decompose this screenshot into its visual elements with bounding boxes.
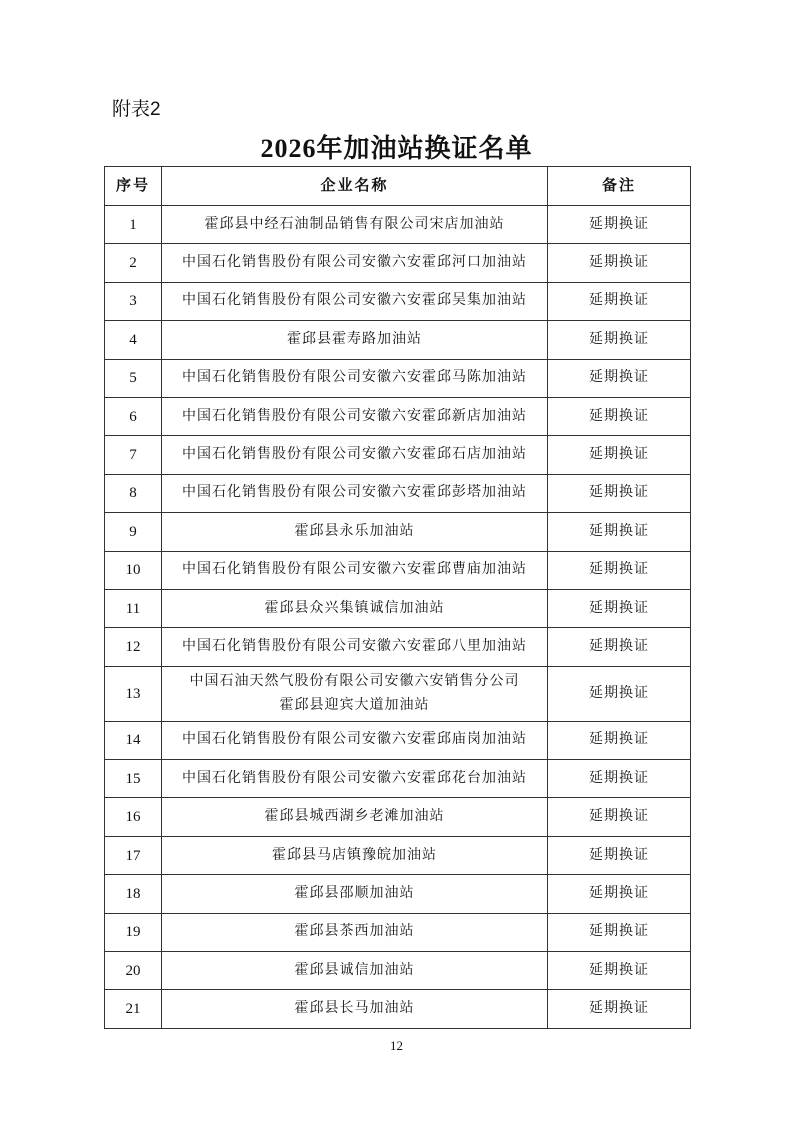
document-title: 2026年加油站换证名单 <box>260 134 533 163</box>
table-row <box>105 760 691 798</box>
serial-number-cell: 3 <box>105 282 162 320</box>
company-name-cell: 中国石化销售股份有限公司安徽六安霍邱八里加油站 <box>162 628 548 666</box>
remarks-cell: 延期换证 <box>548 990 691 1028</box>
remarks-cell: 延期换证 <box>548 321 691 359</box>
table-row <box>105 589 691 627</box>
company-name-cell <box>162 666 548 721</box>
company-name-cell: 中国石化销售股份有限公司安徽六安霍邱马陈加油站 <box>162 359 548 397</box>
company-name-cell: 霍邱县长马加油站 <box>162 990 548 1028</box>
company-name-cell: 霍邱县中经石油制品销售有限公司宋店加油站 <box>162 206 548 244</box>
remarks-cell: 延期换证 <box>548 952 691 990</box>
serial-number-cell: 7 <box>105 436 162 474</box>
remarks-cell: 延期换证 <box>548 244 691 282</box>
company-name-cell: 霍邱县邵顺加油站 <box>162 875 548 913</box>
table-row <box>105 836 691 874</box>
table-row <box>105 206 691 244</box>
serial-number-cell: 19 <box>105 913 162 951</box>
header-remarks: 备注 <box>548 167 691 206</box>
header-company-name: 企业名称 <box>162 167 548 206</box>
table-row <box>105 952 691 990</box>
table-row <box>105 551 691 589</box>
serial-number-cell: 5 <box>105 359 162 397</box>
serial-number-cell: 8 <box>105 474 162 512</box>
serial-number-cell: 9 <box>105 513 162 551</box>
remarks-cell: 延期换证 <box>548 721 691 759</box>
table-row <box>105 321 691 359</box>
remarks-cell: 延期换证 <box>548 397 691 435</box>
table-row <box>105 397 691 435</box>
company-name-cell: 中国石化销售股份有限公司安徽六安霍邱河口加油站 <box>162 244 548 282</box>
remarks-cell: 延期换证 <box>548 359 691 397</box>
table-row <box>105 666 691 721</box>
table-row <box>105 913 691 951</box>
company-name-cell: 霍邱县永乐加油站 <box>162 513 548 551</box>
table-row <box>105 359 691 397</box>
table-row <box>105 721 691 759</box>
company-name-cell: 中国石化销售股份有限公司安徽六安霍邱花台加油站 <box>162 760 548 798</box>
company-name-cell: 中国石化销售股份有限公司安徽六安霍邱新店加油站 <box>162 397 548 435</box>
table-row <box>105 798 691 836</box>
remarks-cell: 延期换证 <box>548 513 691 551</box>
remarks-cell: 延期换证 <box>548 628 691 666</box>
serial-number-cell: 2 <box>105 244 162 282</box>
table-row <box>105 282 691 320</box>
table-row <box>105 990 691 1028</box>
serial-number-cell: 13 <box>105 666 162 721</box>
table-row <box>105 875 691 913</box>
serial-number-cell: 21 <box>105 990 162 1028</box>
serial-number-cell: 14 <box>105 721 162 759</box>
company-name-line: 中国石油天然气股份有限公司安徽六安销售分公司 <box>189 673 520 689</box>
serial-number-cell: 15 <box>105 760 162 798</box>
company-name-cell: 中国石化销售股份有限公司安徽六安霍邱吴集加油站 <box>162 282 548 320</box>
remarks-cell: 延期换证 <box>548 836 691 874</box>
company-name-cell: 霍邱县诚信加油站 <box>162 952 548 990</box>
attachment-label: 附表2 <box>112 99 161 120</box>
company-name-cell: 中国石化销售股份有限公司安徽六安霍邱庙岗加油站 <box>162 721 548 759</box>
header-serial-number: 序号 <box>105 167 162 206</box>
serial-number-cell: 17 <box>105 836 162 874</box>
serial-number-cell: 1 <box>105 206 162 244</box>
company-name-cell: 霍邱县马店镇豫皖加油站 <box>162 836 548 874</box>
serial-number-cell: 4 <box>105 321 162 359</box>
remarks-cell: 延期换证 <box>548 760 691 798</box>
company-name-cell: 霍邱县城西湖乡老滩加油站 <box>162 798 548 836</box>
remarks-cell: 延期换证 <box>548 875 691 913</box>
remarks-cell: 延期换证 <box>548 282 691 320</box>
remarks-cell: 延期换证 <box>548 589 691 627</box>
remarks-cell: 延期换证 <box>548 913 691 951</box>
company-name-cell: 中国石化销售股份有限公司安徽六安霍邱彭塔加油站 <box>162 474 548 512</box>
company-name-line: 霍邱县迎宾大道加油站 <box>279 697 430 713</box>
serial-number-cell: 6 <box>105 397 162 435</box>
remarks-cell: 延期换证 <box>548 206 691 244</box>
serial-number-cell: 20 <box>105 952 162 990</box>
company-name-cell: 中国石化销售股份有限公司安徽六安霍邱曹庙加油站 <box>162 551 548 589</box>
license-renewal-table <box>104 166 691 1029</box>
page-number: 12 <box>390 1038 403 1053</box>
table-row <box>105 474 691 512</box>
company-name-cell: 霍邱县众兴集镇诚信加油站 <box>162 589 548 627</box>
remarks-cell: 延期换证 <box>548 436 691 474</box>
serial-number-cell: 16 <box>105 798 162 836</box>
table-row <box>105 244 691 282</box>
remarks-cell: 延期换证 <box>548 551 691 589</box>
serial-number-cell: 12 <box>105 628 162 666</box>
serial-number-cell: 18 <box>105 875 162 913</box>
remarks-cell: 延期换证 <box>548 798 691 836</box>
table-row <box>105 436 691 474</box>
serial-number-cell: 11 <box>105 589 162 627</box>
company-name-cell: 霍邱县茶西加油站 <box>162 913 548 951</box>
remarks-cell: 延期换证 <box>548 474 691 512</box>
company-name-cell: 中国石化销售股份有限公司安徽六安霍邱石店加油站 <box>162 436 548 474</box>
serial-number-cell: 10 <box>105 551 162 589</box>
table-row <box>105 628 691 666</box>
company-name-cell: 霍邱县霍寿路加油站 <box>162 321 548 359</box>
table-header-row <box>105 167 691 206</box>
remarks-cell: 延期换证 <box>548 666 691 721</box>
table-row <box>105 513 691 551</box>
